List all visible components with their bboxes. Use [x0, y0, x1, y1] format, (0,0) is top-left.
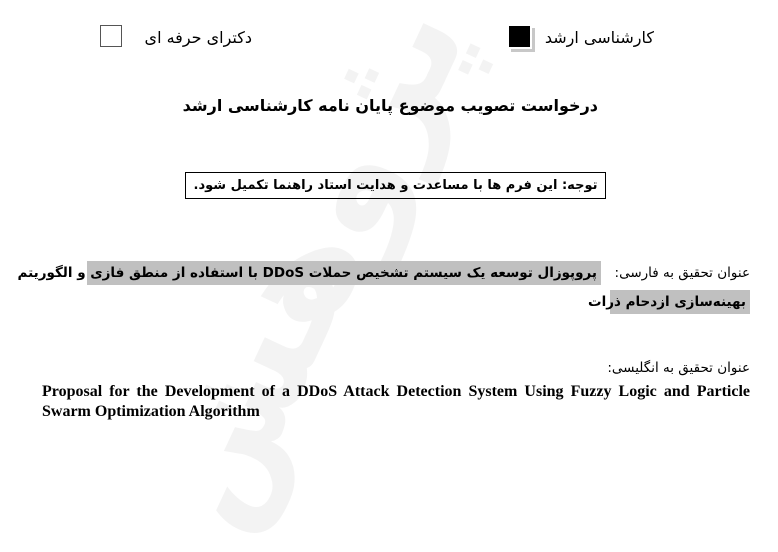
professional-doctorate-label: دکترای حرفه ای: [144, 28, 252, 47]
masters-checkbox[interactable]: [508, 25, 530, 47]
persian-title-label: عنوان تحقیق به فارسی:: [614, 265, 750, 281]
persian-title-line1-wrap: [17, 261, 601, 285]
professional-doctorate-checkbox[interactable]: [100, 25, 122, 47]
persian-title-line1: پروپوزال توسعه یک سیستم تشخیص حملات DDoS با استفاده از منطق فازی و الگوریتم: [17, 265, 597, 281]
form-title: درخواست تصویب موضوع پایان نامه کارشناسی ارشد: [182, 96, 598, 115]
english-title-value: Proposal for the Development of a DDoS Attack Detection System Using Fuzzy Logic and Particle Swarm Optimization Algorithm: [42, 383, 750, 420]
notice-box: [185, 172, 606, 199]
persian-title-line2: بهینه‌سازی ازدحام ذرات: [588, 294, 746, 310]
english-title-label: عنوان تحقیق به انگلیسی:: [607, 360, 750, 376]
persian-title-line2-wrap: [588, 290, 750, 314]
masters-label: کارشناسی ارشد: [544, 28, 654, 47]
notice-text: توجه: این فرم ها با مساعدت و هدایت استاد راهنما تکمیل شود.: [193, 178, 598, 193]
